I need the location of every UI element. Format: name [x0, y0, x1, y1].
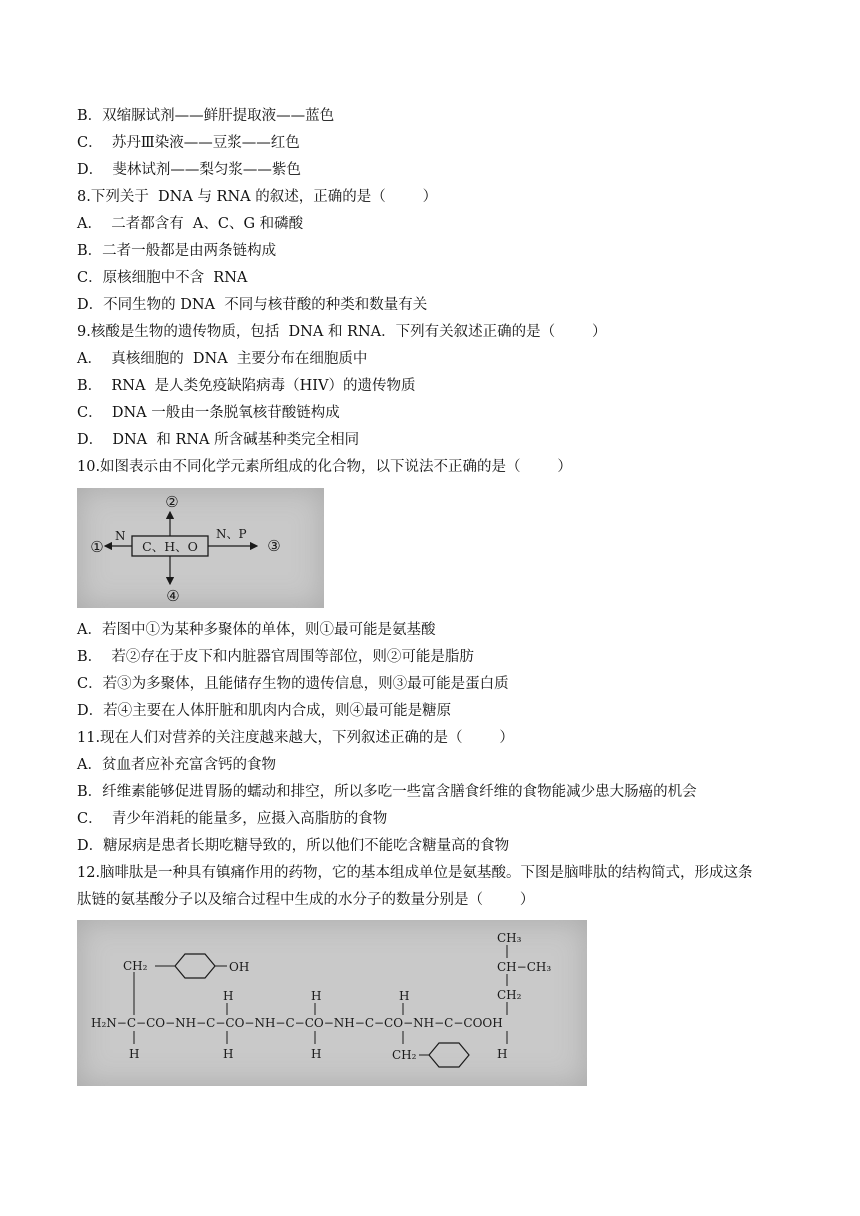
option-7b: B．双缩脲试剂——鲜肝提取液——蓝色: [77, 108, 335, 124]
res3-h-top: H: [311, 989, 322, 1003]
option-11b: B．纤维素能够促进胃肠的蠕动和排空，所以多吃一些富含膳食纤维的食物能减少患大肠癌的机会: [77, 784, 697, 800]
option-8b: B．二者一般都是由两条链构成: [77, 243, 277, 259]
question-9-stem: 9.核酸是生物的遗传物质，包括 DNA 和 RNA．下列有关叙述正确的是（ ）: [77, 324, 607, 340]
option-8c: C．原核细胞中不含 RNA: [77, 270, 248, 286]
question-12-stem-line2: 肽链的氨基酸分子以及缩合过程中生成的水分子的数量分别是（ ）: [77, 892, 535, 908]
res2-h-bottom: H: [223, 1047, 234, 1061]
option-8d: D．不同生物的 DNA 不同与核苷酸的种类和数量有关: [77, 297, 428, 313]
res1-oh: OH: [229, 960, 250, 974]
res5-h: H: [497, 1047, 508, 1061]
option-7c: C． 苏丹Ⅲ染液——豆浆——红色: [77, 135, 300, 151]
option-7d: D． 斐林试剂——梨匀浆——紫色: [77, 162, 301, 178]
node-4: ④: [166, 587, 180, 605]
option-11a: A．贫血者应补充富含钙的食物: [77, 757, 276, 773]
res4-benzene-ring: [429, 1043, 469, 1067]
option-9c: C． DNA 一般由一条脱氧核苷酸链构成: [77, 405, 340, 421]
center-label: C、H、O: [142, 539, 198, 554]
option-10a: A．若图中①为某种多聚体的单体，则①最可能是氨基酸: [77, 622, 436, 638]
option-10b: B． 若②存在于皮下和内脏器官周围等部位，则②可能是脂肪: [77, 649, 474, 665]
res2-h-top: H: [223, 989, 234, 1003]
res1-h: H: [129, 1047, 140, 1061]
res5-ch2: CH₂: [497, 988, 522, 1002]
option-9a: A． 真核细胞的 DNA 主要分布在细胞质中: [77, 351, 368, 367]
q12-enkephalin-structure: [77, 920, 587, 1086]
question-10-stem: 10.如图表示由不同化学元素所组成的化合物，以下说法不正确的是（ ）: [77, 459, 572, 475]
option-8a: A． 二者都含有 A、C、G 和磷酸: [77, 216, 304, 232]
res1-ch2: CH₂: [123, 959, 148, 973]
left-arrow-label: N: [115, 529, 126, 543]
right-arrow-label: N、P: [216, 527, 247, 541]
res3-h-bottom: H: [311, 1047, 322, 1061]
node-1: ①: [90, 538, 104, 556]
res5-ch-ch3: CH−CH₃: [497, 960, 552, 974]
q10-element-diagram: [77, 488, 324, 608]
res4-ch2: CH₂: [392, 1048, 417, 1062]
question-8-stem: 8.下列关于 DNA 与 RNA 的叙述，正确的是（ ）: [77, 189, 438, 205]
option-9d: D． DNA 和 RNA 所含碱基种类完全相同: [77, 432, 360, 448]
question-12-stem-line1: 12.脑啡肽是一种具有镇痛作用的药物，它的基本组成单位是氨基酸。下图是脑啡肽的结构简式，形成这条: [77, 865, 753, 881]
node-2: ②: [165, 493, 179, 511]
res1-benzene-ring: [175, 954, 215, 978]
res5-ch3: CH₃: [497, 931, 522, 945]
res4-h-top: H: [399, 989, 410, 1003]
option-10d: D．若④主要在人体肝脏和肌肉内合成，则④最可能是糖原: [77, 703, 452, 719]
option-9b: B． RNA 是人类免疫缺陷病毒（HIV）的遗传物质: [77, 378, 416, 394]
option-11d: D．糖尿病是患者长期吃糖导致的，所以他们不能吃含糖量高的食物: [77, 838, 510, 854]
option-11c: C． 青少年消耗的能量多，应摄入高脂肪的食物: [77, 811, 388, 827]
main-chain: H₂N−C−CO−NH−C−CO−NH−C−CO−NH−C−CO−NH−C−COOH: [91, 1016, 503, 1030]
node-3: ③: [267, 537, 281, 555]
question-11-stem: 11.现在人们对营养的关注度越来越大，下列叙述正确的是（ ）: [77, 730, 514, 746]
option-10c: C．若③为多聚体，且能储存生物的遗传信息，则③最可能是蛋白质: [77, 676, 509, 692]
